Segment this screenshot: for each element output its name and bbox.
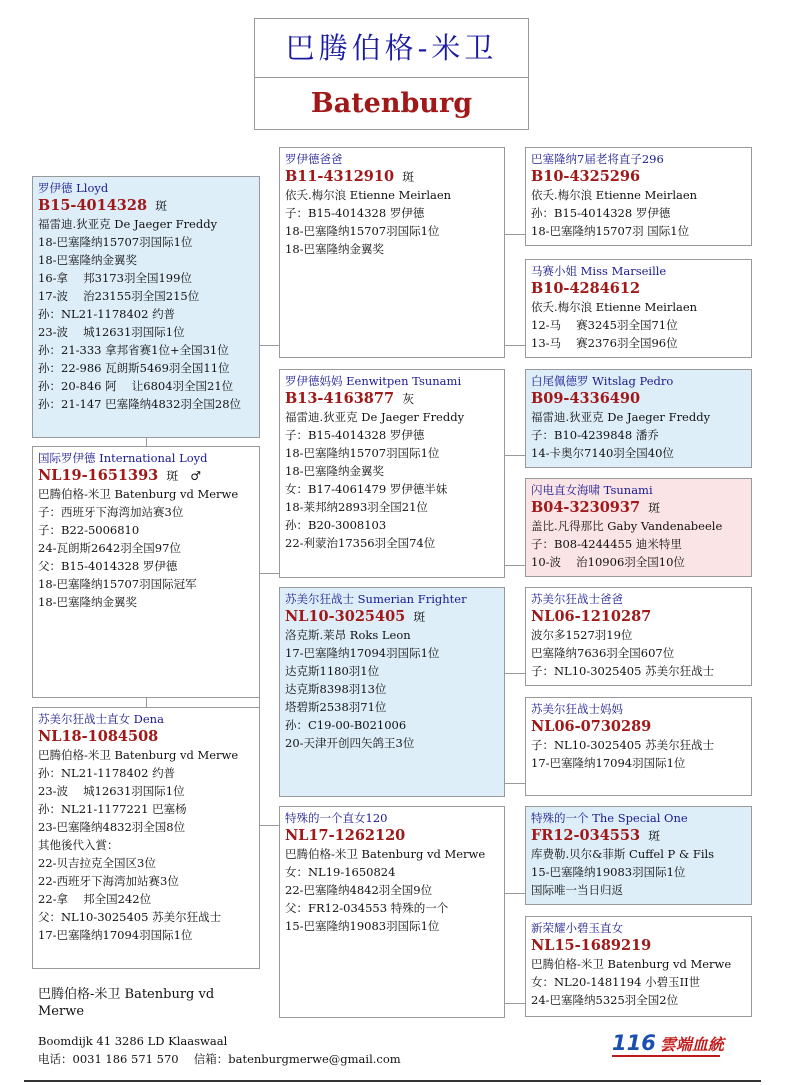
card-lines: [285, 626, 499, 752]
card-line: 父：B15-4014328 罗伊德: [38, 559, 178, 573]
pigeon-name: 闪电直女海啸 Tsunami: [531, 483, 653, 497]
card-line: 巴腾伯格-米卫 Batenburg vd Merwe: [285, 847, 486, 861]
ring-number: NL06-1210287: [531, 608, 652, 625]
card-line: 18-巴塞隆纳金翼奖: [38, 595, 138, 609]
card-line: 依夭.梅尔浪 Etienne Meirlaen: [531, 300, 698, 314]
card-line: 盖比.凡得那比 Gaby Vandenabeele: [531, 519, 723, 533]
card-line: 17-巴塞隆纳17094羽国际1位: [531, 756, 686, 770]
card-line: 22-利蒙治17356羽全国74位: [285, 536, 436, 550]
connector-line: [505, 345, 525, 346]
connector-line: [505, 1003, 525, 1004]
breeder-name: 巴腾伯格-米卫 Batenburg vd Merwe: [38, 987, 215, 1019]
card-line: 依夭.梅尔浪 Etienne Meirlaen: [531, 188, 698, 202]
pedigree-card-ggp-6: [525, 697, 752, 796]
card-line: 孙：C19-00-B021006: [285, 718, 407, 732]
pedigree-card-grandsire: [279, 147, 505, 358]
card-line: 巴塞隆纳7636羽全国607位: [531, 646, 675, 660]
contact-block: [38, 1032, 401, 1068]
card-line: 子：B15-4014328 罗伊德: [285, 428, 425, 442]
pigeon-name: 特殊的一个 The Special One: [531, 811, 688, 825]
card-line: 18-巴塞隆纳15707羽国际1位: [285, 224, 440, 238]
pedigree-card-sire: [32, 176, 260, 438]
card-line: 22-西班牙下海湾加站赛3位: [38, 874, 179, 888]
ring-number: NL18-1084508: [38, 728, 159, 745]
card-line: 孙：21-333 拿邦省赛1位+全国31位: [38, 343, 229, 357]
card-line: 23-巴塞隆纳4832羽全国8位: [38, 820, 186, 834]
pigeon-name: 巴塞隆纳7届老将直子296: [531, 152, 664, 166]
card-line: 12-马 赛3245羽全国71位: [531, 318, 678, 332]
connector-line: [505, 673, 525, 674]
card-line: 女：B17-4061479 罗伊德半妹: [285, 482, 448, 496]
card-line: 15-巴塞隆纳19083羽国际1位: [285, 919, 440, 933]
pigeon-color: 斑: [648, 501, 661, 515]
contact-line: 电话：0031 186 571 570 信箱：batenburgmerwe@gmail.com: [38, 1052, 401, 1066]
pigeon-color: 斑: [402, 170, 415, 184]
connector-line: [505, 455, 525, 456]
header-box: [254, 18, 529, 130]
connector-line: [146, 437, 147, 446]
ring-number: B04-3230937: [531, 499, 641, 516]
ring-number: B10-4325296: [531, 168, 641, 185]
site-logo: [612, 1030, 724, 1056]
card-line: 福雷迪.狄亚克 De Jaeger Freddy: [531, 410, 711, 424]
card-line: 18-巴塞隆纳15707羽国际冠军: [38, 577, 197, 591]
card-line: 20-天津开创四矢鸽王3位: [285, 736, 415, 750]
ring-number: B15-4014328: [38, 197, 148, 214]
card-line: 18-莱邦纳2893羽全国21位: [285, 500, 428, 514]
pedigree-card-ggp-2: [525, 259, 752, 358]
card-line: 子：B08-4244455 迪米特里: [531, 537, 682, 551]
card-line: 子：B22-5006810: [38, 523, 140, 537]
card-line: 22-拿 邦全国242位: [38, 892, 152, 906]
pigeon-name: 马赛小姐 Miss Marseille: [531, 264, 667, 278]
connector-line: [505, 234, 525, 235]
connector-line: [505, 783, 525, 784]
card-line: 子：B15-4014328 罗伊德: [285, 206, 425, 220]
card-line: 孙：20-846 阿 让6804羽全国21位: [38, 379, 234, 393]
connector-line: [505, 565, 525, 566]
ring-number: NL10-3025405: [285, 608, 406, 625]
title-english: Batenburg: [310, 88, 473, 119]
pigeon-name: 罗伊德爸爸: [285, 152, 343, 166]
card-line: 洛克斯.莱昂 Roks Leon: [285, 628, 411, 642]
card-line: 17-巴塞隆纳17094羽国际1位: [285, 646, 440, 660]
card-line: 24-瓦朗斯2642羽全国97位: [38, 541, 181, 555]
card-line: 15-巴塞隆纳19083羽国际1位: [531, 865, 686, 879]
connector-line: [259, 345, 279, 346]
address-line: Boomdijk 41 3286 LD Klaaswaal: [38, 1034, 228, 1048]
ring-number: B09-4336490: [531, 390, 641, 407]
pedigree-card-dam-sire: [279, 587, 505, 797]
connector-line: [259, 573, 279, 574]
card-line: 塔碧斯2538羽71位: [285, 700, 387, 714]
pigeon-color: 灰: [402, 392, 415, 406]
pigeon-name: 特殊的一个直女120: [285, 811, 388, 825]
card-line: 子：NL10-3025405 苏美尔狂战士: [531, 738, 715, 752]
card-line: 孙：B20-3008103: [285, 518, 387, 532]
ring-number: FR12-034553: [531, 827, 641, 844]
connector-line: [505, 893, 525, 894]
pigeon-name: 新荣耀小碧玉直女: [531, 921, 623, 935]
card-lines: [285, 408, 499, 552]
card-line: 13-马 赛2376羽全国96位: [531, 336, 678, 350]
card-line: 波尔多1527羽19位: [531, 628, 633, 642]
pigeon-name: 国际罗伊德 International Loyd: [38, 451, 208, 465]
pigeon-name: 罗伊德妈妈 Eenwitpen Tsunami: [285, 374, 462, 388]
title-chinese: 巴腾伯格-米卫: [255, 19, 528, 78]
card-line: 孙：21-147 巴塞隆纳4832羽全国28位: [38, 397, 242, 411]
card-line: 依夭.梅尔浪 Etienne Meirlaen: [285, 188, 452, 202]
card-line: 父：FR12-034553 特殊的一个: [285, 901, 449, 915]
card-line: 16-拿 邦3173羽全国199位: [38, 271, 192, 285]
pigeon-name: 罗伊德 Lloyd: [38, 181, 109, 195]
card-line: 库费勒.贝尔&菲斯 Cuffel P & Fils: [531, 847, 715, 861]
connector-line: [259, 825, 279, 826]
logo-underline: [612, 1055, 720, 1057]
card-line: 22-贝吉拉克全国区3位: [38, 856, 156, 870]
logo-text: 雲端血統: [659, 1035, 724, 1054]
card-lines: [38, 215, 254, 413]
card-line: 18-巴塞隆纳15707羽 国际1位: [531, 224, 690, 238]
card-line: 孙：B15-4014328 罗伊德: [531, 206, 671, 220]
pedigree-card-ggp-3: [525, 369, 752, 468]
pigeon-name: 苏美尔狂战士妈妈: [531, 702, 623, 716]
pedigree-card-ggp-1: [525, 147, 752, 246]
pigeon-color: 斑 ♂: [166, 469, 202, 483]
card-lines: [285, 845, 499, 935]
card-lines: [285, 186, 499, 258]
card-line: 巴腾伯格-米卫 Batenburg vd Merwe: [38, 748, 239, 762]
ring-number: NL17-1262120: [285, 827, 406, 844]
pedigree-card-ggp-4: [525, 478, 752, 577]
card-line: 17-波 治23155羽全国215位: [38, 289, 200, 303]
pigeon-name: 苏美尔狂战士 Sumerian Frighter: [285, 592, 467, 606]
pedigree-card-granddam: [279, 369, 505, 578]
pedigree-card-ggp-5: [525, 587, 752, 686]
card-line: 18-巴塞隆纳金翼奖: [285, 242, 385, 256]
card-line: 女：NL20-1481194 小碧玉II世: [531, 975, 701, 989]
card-line: 达克斯8398羽13位: [285, 682, 387, 696]
card-line: 子：B10-4239848 潘乔: [531, 428, 659, 442]
card-line: 18-巴塞隆纳15707羽国际1位: [38, 235, 193, 249]
card-line: 其他後代入賞：: [38, 838, 119, 852]
logo-number: 116: [612, 1031, 656, 1055]
ring-number: NL06-0730289: [531, 718, 652, 735]
card-line: 17-巴塞隆纳17094羽国际1位: [38, 928, 193, 942]
card-line: 福雷迪.狄亚克 De Jaeger Freddy: [285, 410, 465, 424]
ring-number: B11-4312910: [285, 168, 395, 185]
card-line: 子：西班牙下海湾加站赛3位: [38, 505, 184, 519]
card-line: 18-巴塞隆纳金翼奖: [38, 253, 138, 267]
card-line: 父：NL10-3025405 苏美尔狂战士: [38, 910, 222, 924]
card-line: 18-巴塞隆纳金翼奖: [285, 464, 385, 478]
connector-line: [146, 698, 147, 707]
card-lines: [38, 746, 254, 944]
card-line: 22-巴塞隆纳4842羽全国9位: [285, 883, 433, 897]
card-line: 女：NL19-1650824: [285, 865, 396, 879]
card-line: 24-巴塞隆纳5325羽全国2位: [531, 993, 679, 1007]
card-line: 23-波 城12631羽国际1位: [38, 784, 185, 798]
pigeon-color: 斑: [413, 610, 426, 624]
pigeon-name: 苏美尔狂战士爸爸: [531, 592, 623, 606]
pigeon-color: 斑: [155, 199, 168, 213]
card-line: 23-波 城12631羽国际1位: [38, 325, 185, 339]
pedigree-card-ggp-8: [525, 916, 752, 1017]
pedigree-card-ggp-7: [525, 806, 752, 905]
card-line: 达克斯1180羽1位: [285, 664, 380, 678]
card-line: 孙：NL21-1177221 巴塞杨: [38, 802, 187, 816]
card-line: 18-巴塞隆纳15707羽国际1位: [285, 446, 440, 460]
card-line: 孙：NL21-1178402 约普: [38, 307, 176, 321]
card-line: 10-波 治10906羽全国10位: [531, 555, 685, 569]
card-line: 子：NL10-3025405 苏美尔狂战士: [531, 664, 715, 678]
bottom-divider: [24, 1080, 761, 1082]
card-line: 孙：22-986 瓦朗斯5469羽全国11位: [38, 361, 230, 375]
pedigree-card-dam: [32, 707, 260, 969]
card-lines: [38, 485, 254, 611]
card-line: 国际唯一当日归返: [531, 883, 623, 897]
ring-number: NL19-1651393: [38, 467, 159, 484]
card-line: 福雷迪.狄亚克 De Jaeger Freddy: [38, 217, 218, 231]
card-line: 14-卡奥尔7140羽全国40位: [531, 446, 674, 460]
card-line: 巴腾伯格-米卫 Batenburg vd Merwe: [531, 957, 732, 971]
ring-number: B10-4284612: [531, 280, 641, 297]
ring-number: NL15-1689219: [531, 937, 652, 954]
card-line: 孙：NL21-1178402 约普: [38, 766, 176, 780]
pedigree-card-subject: [32, 446, 260, 698]
pigeon-color: 斑: [648, 829, 661, 843]
pigeon-name: 苏美尔狂战士直女 Dena: [38, 712, 164, 726]
card-line: 巴腾伯格-米卫 Batenburg vd Merwe: [38, 487, 239, 501]
pigeon-name: 白尾佩德罗 Witslag Pedro: [531, 374, 674, 388]
ring-number: B13-4163877: [285, 390, 395, 407]
pedigree-card-dam-dam: [279, 806, 505, 1018]
